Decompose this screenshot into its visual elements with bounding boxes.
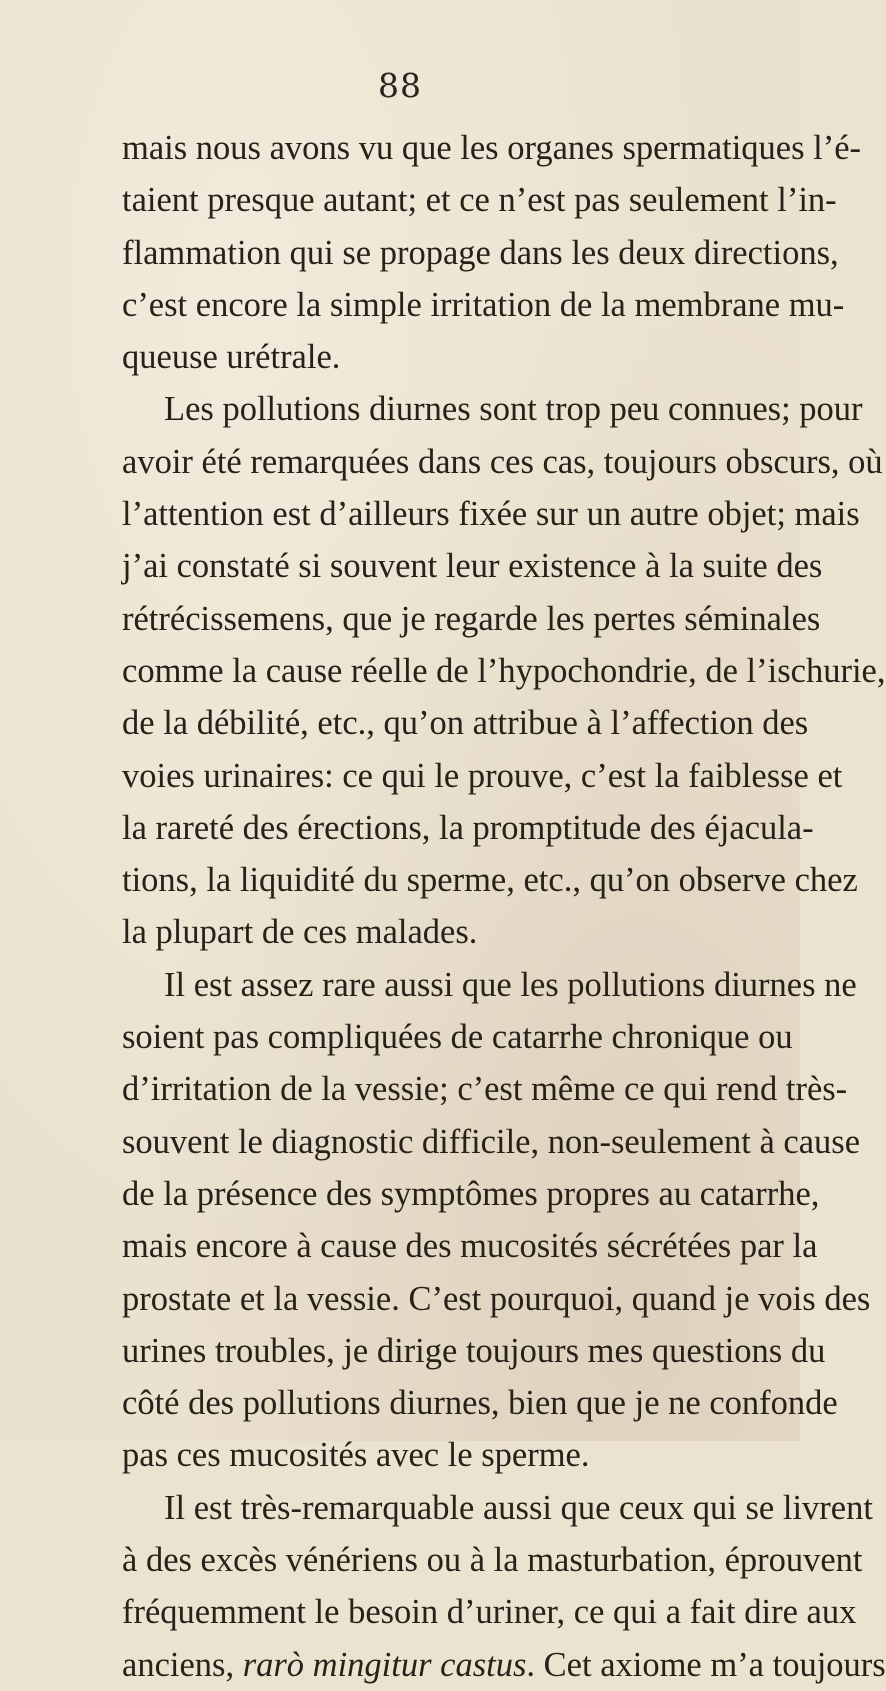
body-text	[122, 122, 886, 1691]
text-segment: . Cet axiome m’a toujours	[526, 1645, 886, 1684]
text-line: taient presque autant; et ce n’est pas seulement l’in-	[122, 181, 837, 220]
text-line: de la débilité, etc., qu’on attribue à l’affection des	[122, 704, 809, 743]
text-line: urines troubles, je dirige toujours mes questions du	[122, 1331, 826, 1370]
text-line: mais nous avons vu que les organes spermatiques l’é-	[122, 129, 862, 167]
text-line: côté des pollutions diurnes, bien que je ne confonde	[122, 1384, 838, 1423]
latin-quote: rarò mingitur castus	[242, 1645, 527, 1684]
text-line: de la présence des symptômes propres au catarrhe,	[122, 1174, 820, 1213]
text-line: voies urinaires: ce qui le prouve, c’est la faiblesse et	[122, 756, 843, 795]
text-line: à des excès vénériens ou à la masturbation, éprouvent	[122, 1541, 863, 1580]
text-line: rétrécissemens, que je regarde les pertes séminales	[122, 599, 821, 638]
paragraph-end-line: pas ces mucosités avec le sperme.	[122, 1436, 590, 1475]
text-line: prostate et la vessie. C’est pourquoi, quand je vois des	[122, 1279, 871, 1318]
paragraph-start-line: Il est assez rare aussi que les pollutions diurnes ne	[164, 965, 857, 1004]
text-line: fréquemment le besoin d’uriner, ce qui a fait dire aux	[122, 1593, 857, 1632]
text-line: l’attention est d’ailleurs fixée sur un autre objet; mais	[122, 495, 860, 534]
text-line: avoir été remarquées dans ces cas, toujours obscurs, où	[122, 442, 883, 481]
text-line: c’est encore la simple irritation de la membrane mu-	[122, 285, 845, 324]
page-number: 88	[378, 66, 422, 105]
text-line: j’ai constaté si souvent leur existence à la suite des	[122, 547, 823, 586]
text-line: tions, la liquidité du sperme, etc., qu’on observe chez	[122, 861, 858, 900]
paragraph-start-line: Les pollutions diurnes sont trop peu connues; pour	[164, 390, 863, 429]
text-line: flammation qui se propage dans les deux directions,	[122, 233, 839, 272]
text-line: la rareté des érections, la promptitude des éjacula-	[122, 808, 814, 847]
text-line: mais encore à cause des mucosités sécrétées par la	[122, 1227, 818, 1266]
text-segment: anciens,	[122, 1645, 243, 1684]
text-line: souvent le diagnostic difficile, non-seulement à cause	[122, 1122, 861, 1161]
text-line: soient pas compliquées de catarrhe chronique ou	[122, 1018, 793, 1057]
paragraph-start-line: Il est très-remarquable aussi que ceux qui se livrent	[164, 1488, 873, 1527]
text-line: d’irritation de la vessie; c’est même ce qui rend très-	[122, 1070, 848, 1109]
paragraph-end-line: la plupart de ces malades.	[122, 913, 478, 952]
paragraph-end-line: queuse urétrale.	[122, 338, 341, 377]
text-line: comme la cause réelle de l’hypochondrie, de l’ischurie,	[122, 651, 886, 690]
text-line-with-latin-quote	[122, 1639, 886, 1691]
